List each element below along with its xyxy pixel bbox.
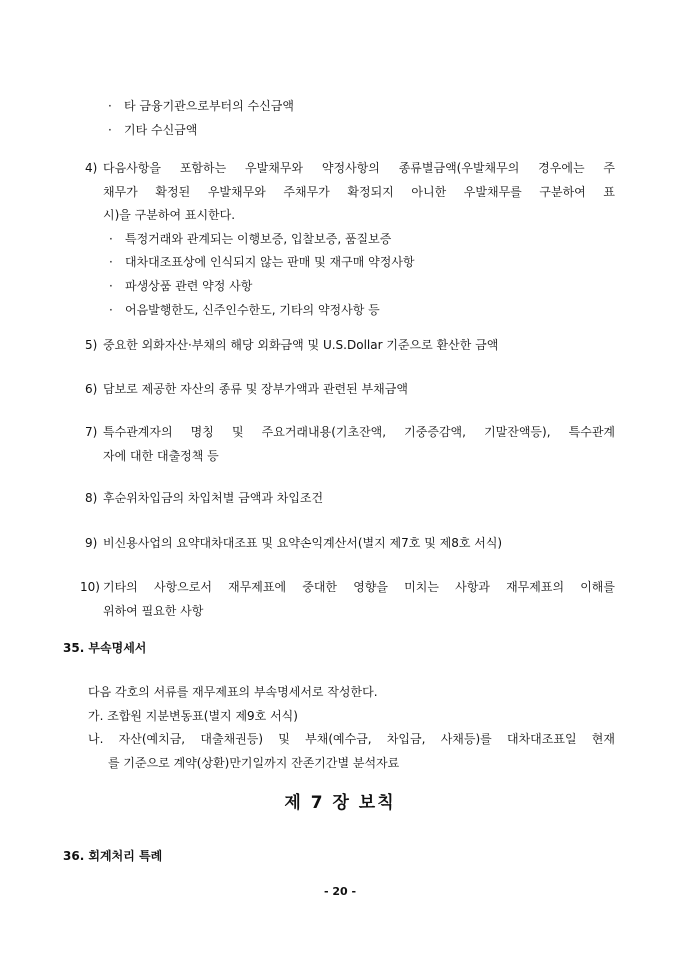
list-item [109, 275, 615, 299]
item-text-line: 담보로 제공한 자산의 종류 및 장부가액과 관련된 부채금액 [103, 382, 408, 396]
item-number: 7) [85, 425, 98, 439]
item-number: 5) [85, 338, 98, 352]
bullet-mark: · [109, 302, 113, 317]
item-number: 4) [85, 161, 98, 175]
item-text-line: 특수관계자의 명칭 및 주요거래내용(기초잔액, 기중증감액, 기말잔액등), 특수관계 [103, 425, 615, 439]
bullet-mark: · [109, 278, 113, 293]
list-item [109, 251, 615, 275]
item-7 [85, 421, 615, 468]
bullet-text: 타 금융기관으로부터의 수신금액 [124, 99, 294, 113]
item-5 [85, 334, 615, 358]
top-bullet-list [108, 95, 628, 142]
item-9 [85, 532, 615, 556]
item-10 [80, 576, 615, 623]
bullet-mark: · [108, 122, 112, 137]
item-text-line: 시)을 구분하여 표시한다. [103, 208, 236, 223]
item-text-line: 중요한 외화자산·부채의 해당 외화금액 및 U.S.Dollar 기준으로 환산한 금액 [103, 338, 499, 352]
list-item [109, 228, 615, 252]
bullet-text: 파생상품 관련 약정 사항 [125, 278, 253, 293]
item-text-line: 다음사항을 포함하는 우발채무와 약정사항의 종류별금액(우발채무의 경우에는 주 [103, 161, 615, 175]
bullet-mark: · [108, 99, 112, 113]
section-35-intro: 다음 각호의 서류를 재무제표의 부속명세서로 작성한다. [88, 685, 378, 699]
item-number: 9) [85, 536, 98, 550]
item-number: 8) [85, 491, 98, 505]
section-35-body [88, 681, 615, 775]
bullet-mark: · [109, 231, 113, 246]
bullet-mark: · [109, 255, 113, 270]
section-35-item-ga: 가. 조합원 지분변동표(별지 제9호 서식) [88, 708, 298, 723]
item-6 [85, 378, 615, 402]
item-text-line: 자에 대한 대출정책 등 [103, 448, 219, 463]
item-text-line: 채무가 확정된 우발채무와 주채무가 확정되지 아니한 우발채무를 구분하여 표 [103, 184, 615, 199]
list-item [109, 299, 615, 323]
bullet-text: 대차대조표상에 인식되지 않는 판매 및 재구매 약정사항 [125, 255, 415, 270]
chapter-title: 제 7 장 보칙 [284, 793, 396, 813]
list-item [108, 119, 628, 143]
item-text-line: 비신용사업의 요약대차대조표 및 요약손익계산서(별지 제7호 및 제8호 서식) [103, 536, 503, 550]
item-number: 6) [85, 382, 98, 396]
item-text-line: 기타의 사항으로서 재무제표에 중대한 영향을 미치는 사항과 재무제표의 이해를 [103, 580, 615, 594]
bullet-text: 특정거래와 관계되는 이행보증, 입찰보증, 품질보증 [125, 231, 392, 246]
section-35-title: 35. 부속명세서 [63, 641, 147, 655]
bullet-text: 기타 수신금액 [124, 122, 198, 137]
item-number: 10) [80, 580, 100, 594]
bullet-text: 어음발행한도, 신주인수한도, 기타의 약정사항 등 [125, 302, 380, 317]
page-number: - 20 - [323, 885, 357, 898]
item-text-line: 후순위차입금의 차입처별 금액과 차입조건 [103, 491, 324, 505]
item-8 [85, 487, 615, 511]
list-item [108, 95, 628, 119]
section-35-item-na-cont: 를 기준으로 계약(상환)만기일까지 잔존기간별 분석자료 [108, 755, 400, 770]
item-4-bullet-list [85, 228, 615, 322]
section-36-title: 36. 회계처리 특례 [63, 849, 163, 863]
item-text-line: 위하여 필요한 사항 [103, 603, 204, 618]
section-35-item-na: 나. 자산(예치금, 대출채권등) 및 부채(예수금, 차입금, 사채등)를 대차대조표일 현재 [88, 732, 615, 747]
item-4 [85, 157, 615, 322]
